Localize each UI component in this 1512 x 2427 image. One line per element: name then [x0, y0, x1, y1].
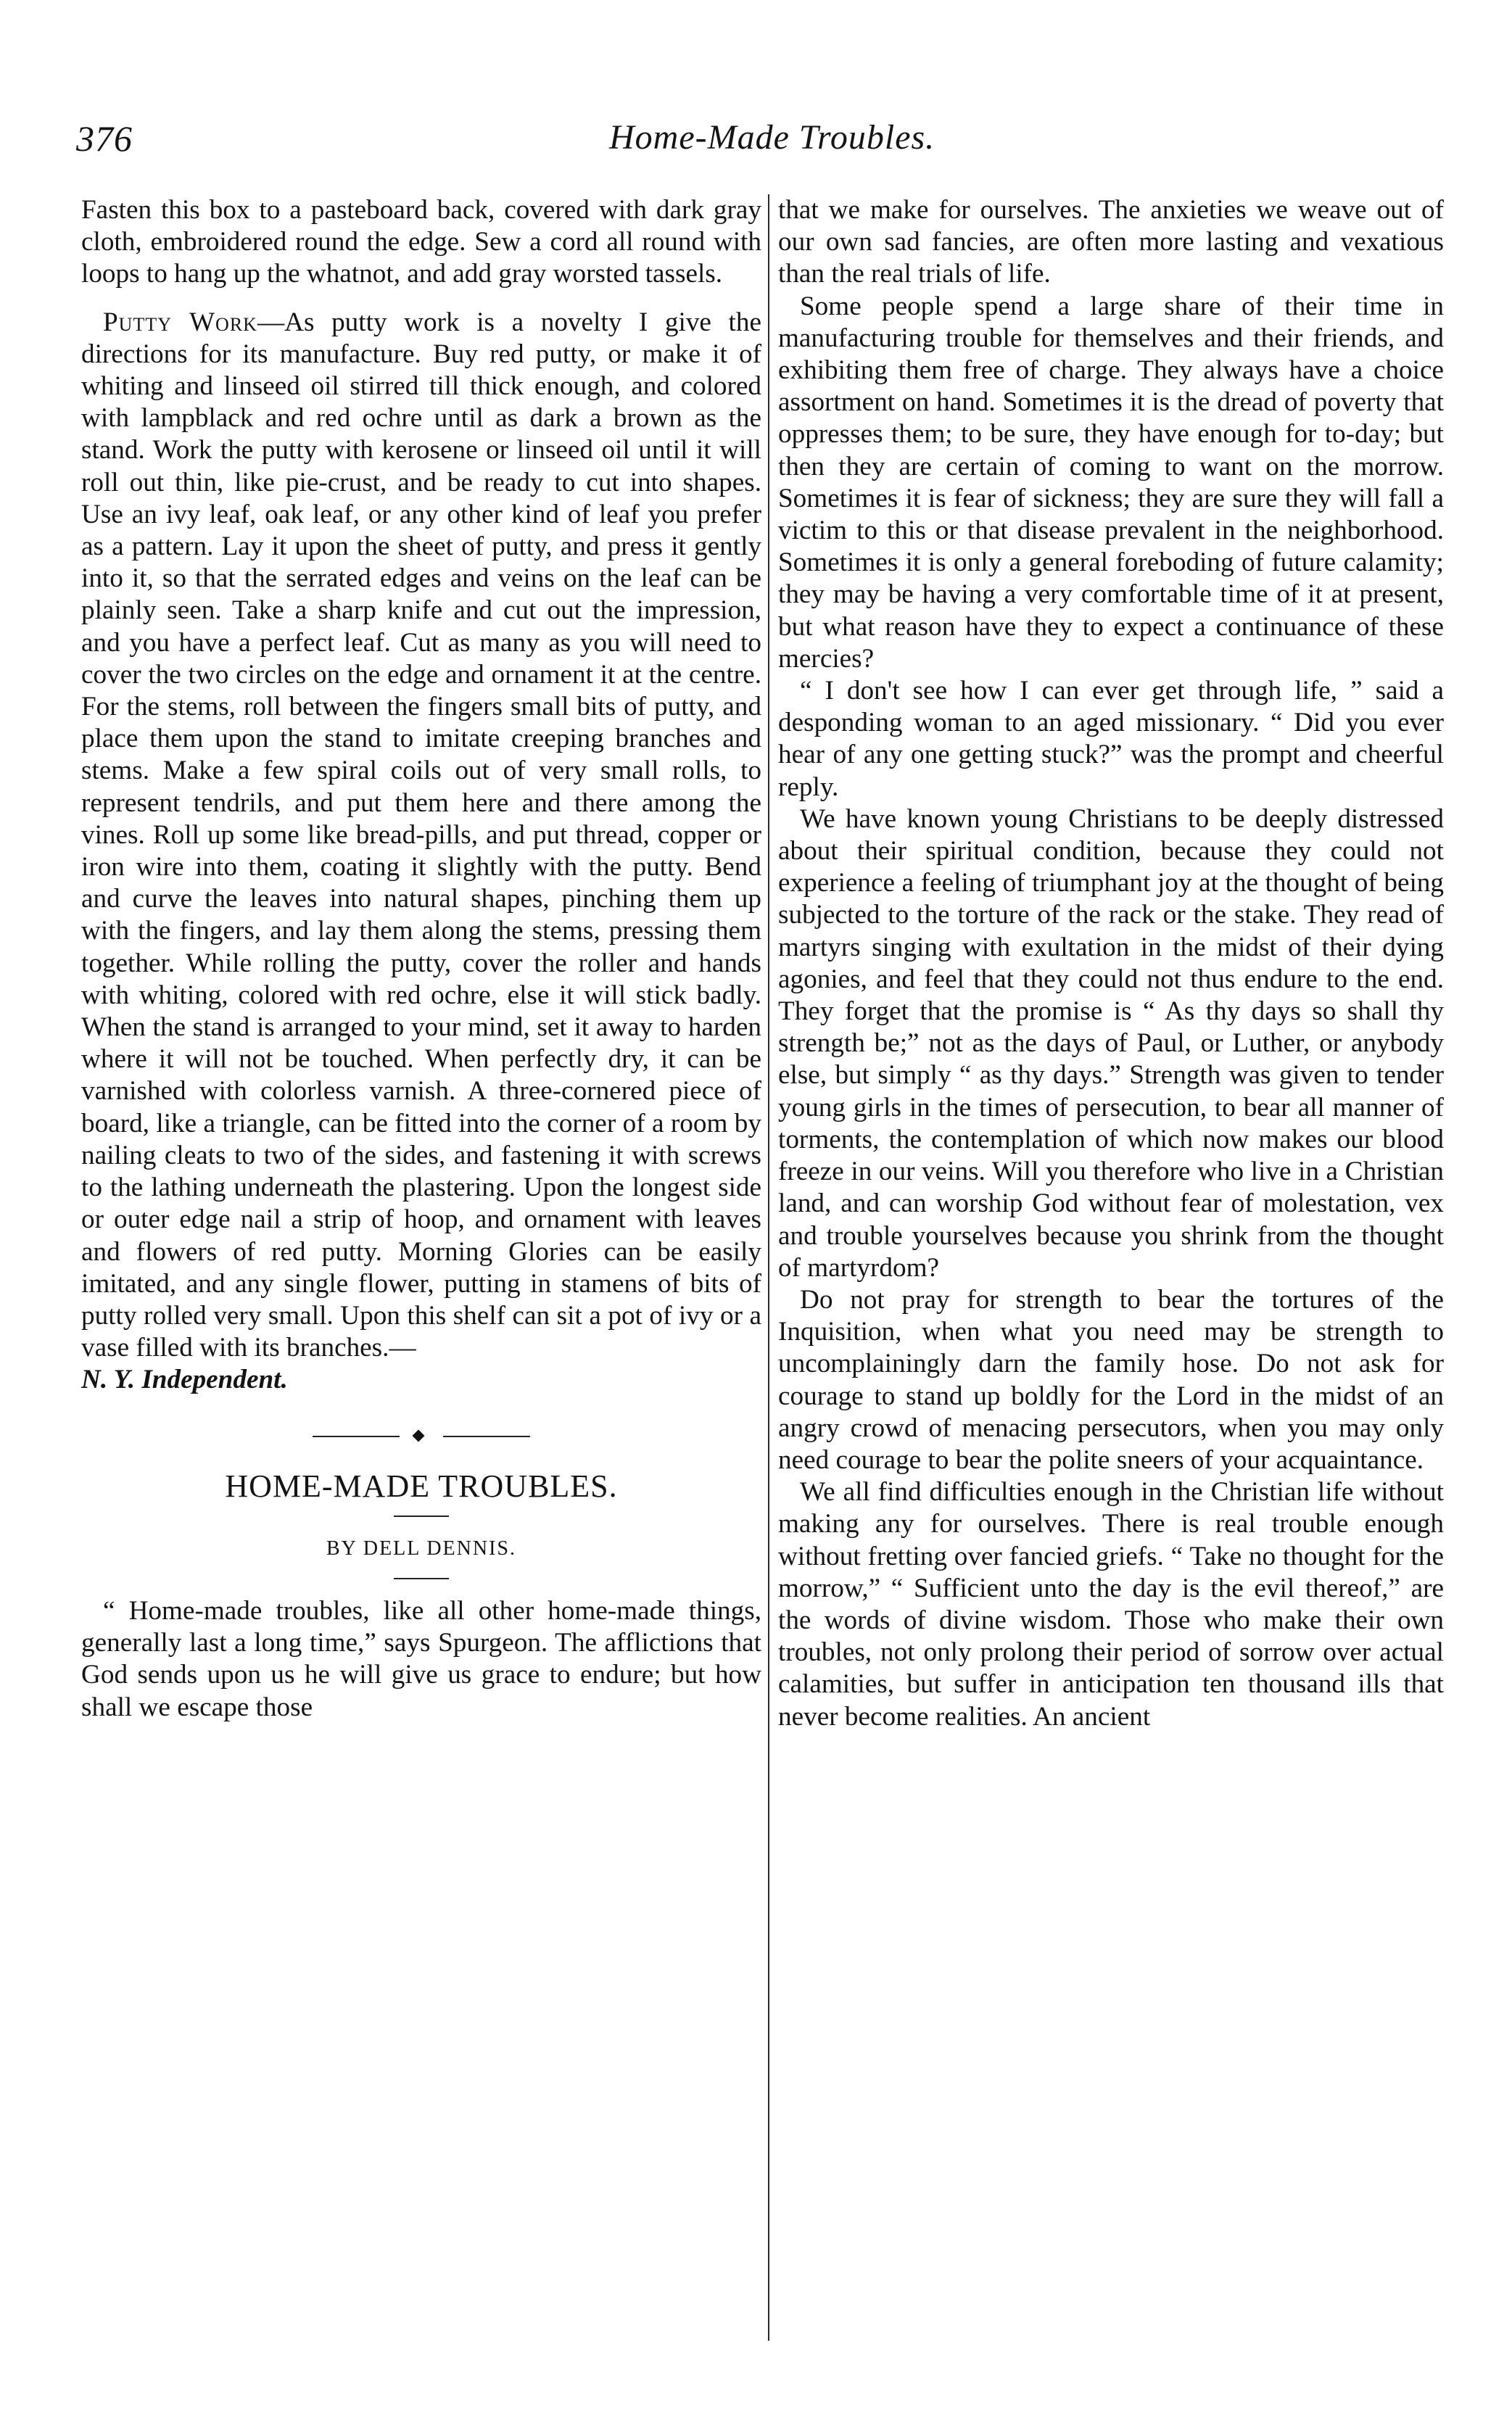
title-rule	[394, 1516, 449, 1517]
paragraph-young-christians: We have known young Christians to be deeply distressed about their spiritual condition, because they could not experience a feeling of triumphant joy at the thought of being subjected to the torture of the rack or the stake. They read of martyrs singing with exultation in the midst of their dying agonies, and feel that they could not thus endure to the end. They forget that the promise is “ As thy days so shall thy strength be;” not as the days of Paul, or Luther, or anybody else, but simply “ as thy days.” Strength was given to tender young girls in the times of persecution, to bear all manner of torments, the contemplation of which now makes our blood freeze in our veins. Will you therefore who live in a Christian land, and can worship God without fear of molestation, vex and trouble yourselves because you shrink from the thought of martyrdom?	[778, 803, 1444, 1283]
right-column	[778, 194, 1444, 1733]
page-header	[76, 117, 1447, 168]
divider-diamond	[413, 1429, 425, 1442]
paragraph-difficulties: We all find difficulties enough in the Christian life without making any for ourselves. There is real trouble enough without fretting over fancied griefs. “ Take no thought for the morrow,” “ Sufficient unto the day is the evil thereof,” are the words of divine wisdom. Those who make their own troubles, not only prolong their period of sorrow over actual calamities, but suffer in anticipation ten thousand ills that never become realities. An ancient	[778, 1477, 1444, 1732]
running-title: Home-Made Troubles.	[609, 118, 935, 157]
byline-rule	[394, 1578, 449, 1579]
article-title: HOME-MADE TROUBLES.	[225, 1468, 618, 1504]
divider-line-left	[313, 1436, 400, 1437]
page-number: 376	[76, 118, 133, 159]
paragraph-gap	[81, 291, 761, 307]
paragraph-desponding-woman: “ I don't see how I can ever get through life, ” said a desponding woman to an aged missionary. “ Did you ever hear of any one getting stuck?” was the prompt and cheerful reply.	[778, 676, 1444, 802]
column-divider	[768, 194, 769, 2341]
paragraph-do-not-pray: Do not pray for strength to bear the tortures of the Inquisition, when what you need may be strength to uncomplainingly darn the family hose. Do not ask for courage to stand up boldly for the Lord in the midst of an angry crowd of menacing persecutors, when you may only need courage to bear the polite sneers of your acquaintance.	[778, 1284, 1444, 1475]
putty-work-body: —As putty work is a novelty I give the directions for its manufacture. Buy red putty, or make it of whiting and linseed oil stirred till thick enough, and colored with lampblack and red ochre until as dark a brown as the stand. Work the putty with kerosene or linseed oil until it will roll out thin, like pie-crust, and be ready to cut into shapes. Use an ivy leaf, oak leaf, or any other kind of leaf you prefer as a pattern. Lay it upon the sheet of putty, and press it gently into it, so that the serrated edges and veins on the leaf can be plainly seen. Take a sharp knife and cut out the impression, and you have a perfect leaf. Cut as many as you will need to cover the two circles on the edge and ornament it at the centre. For the stems, roll between the fingers small bits of putty, and place them upon the stand to imitate creeping branches and stems. Make a few spiral coils out of very small rolls, to represent tendrils, and put them here and there among the vines. Roll up some like bread-pills, and put thread, copper or iron wire into them, coating it slightly with the putty. Bend and curve the leaves into natural shapes, pinching them up with the fingers, and lay them along the stems, pressing them together. While rolling the putty, cover the roller and hands with whiting, colored with red ochre, else it will stick badly. When the stand is arranged to your mind, set it away to harden where it will not be touched. When perfectly dry, it can be varnished with colorless varnish. A three-cornered piece of board, like a triangle, can be fitted into the corner of a room by nailing cleats to two of the sides, and fastening it with screws to the lathing underneath the plastering. Upon the longest side or outer edge nail a strip of hoop, and ornament with leaves and flowers of red putty. Morning Glories can be easily imitated, and any single flower, putting in stamens of bits of putty rolled very small. Upon this shelf can sit a pot of ivy or a vase filled with its branches.—	[81, 307, 761, 1363]
source-credit: N. Y. Independent.	[81, 1365, 288, 1395]
paragraph-continuation: that we make for ourselves. The anxieties we weave out of our own sad fancies, are often more lasting and vexatious than the real trials of life.	[778, 195, 1444, 289]
divider-line-right	[443, 1436, 530, 1437]
paragraph-manufacturing-trouble: Some people spend a large share of their time in manufacturing trouble for themselves and their friends, and exhibiting them free of charge. They always have a choice assortment on hand. Sometimes it is the dread of poverty that oppresses them; to be sure, they have enough for to-day; but then they are certain of coming to want on the morrow. Sometimes it is fear of sickness; they are sure they will fall a victim to this or that disease prevalent in the neighborhood. Sometimes it is only a general foreboding of future calamity; they may be having a very comfortable time of it at present, but what reason have they to expect a continuance of these mercies?	[778, 291, 1444, 674]
byline: BY DELL DENNIS.	[326, 1537, 516, 1560]
section-divider-ornament	[313, 1431, 530, 1442]
paragraph-putty-work	[81, 307, 761, 1397]
paragraph-article-opening: “ Home-made troubles, like all other home-made things, generally last a long time,” says Spurgeon. The afflictions that God sends upon us he will give us grace to endure; but how shall we escape those	[81, 1595, 761, 1722]
section-lead: Putty Work	[103, 307, 257, 337]
paragraph-whatnot-box: Fasten this box to a pasteboard back, covered with dark gray cloth, embroidered round the edge. Sew a cord all round with loops to hang up the whatnot, and add gray worsted tassels.	[81, 195, 761, 289]
left-column	[81, 194, 761, 1724]
